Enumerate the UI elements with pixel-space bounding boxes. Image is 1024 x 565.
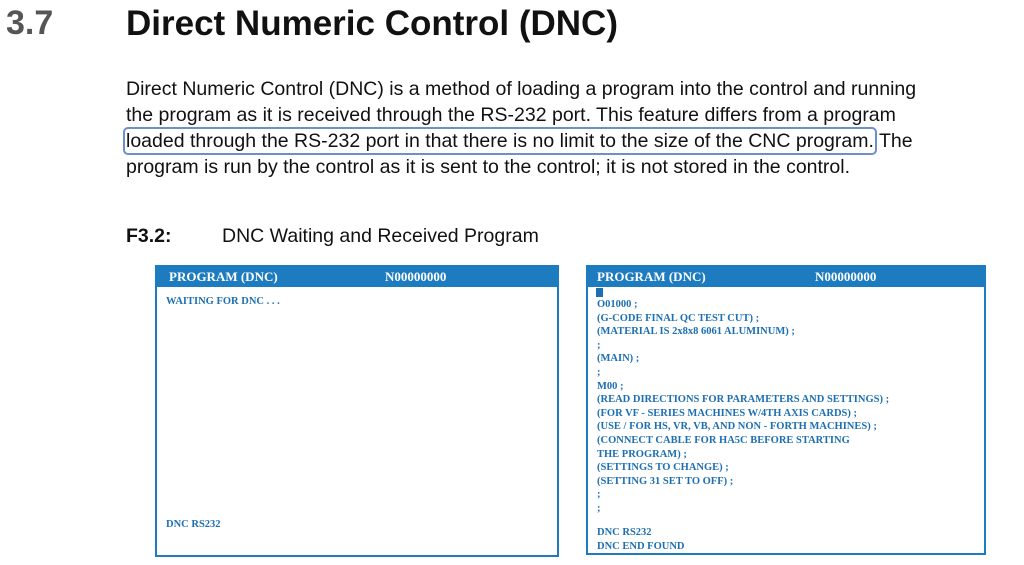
program-line: (MAIN) ; <box>597 353 640 365</box>
program-line: O01000 ; <box>597 299 638 310</box>
section-number: 3.7 <box>6 4 54 42</box>
program-line: THE PROGRAM) ; <box>597 448 687 460</box>
waiting-status: WAITING FOR DNC . . . <box>166 296 280 307</box>
figure-caption-text: DNC Waiting and Received Program <box>222 225 539 247</box>
program-listing <box>597 298 889 516</box>
screen-header <box>588 267 984 287</box>
paragraph-line: program is run by the control as it is sent to the control; it is not stored in the control. <box>126 156 851 178</box>
figure-number: F3.2: <box>126 225 172 247</box>
paragraph-line <box>126 128 1024 154</box>
program-line: (FOR VF - SERIES MACHINES W/4TH AXIS CARDS) ; <box>597 407 858 419</box>
program-line: ; <box>597 489 601 501</box>
screen-footer: DNC RS232 <box>166 519 221 530</box>
screen-header-number: N00000000 <box>385 269 447 284</box>
body-paragraph <box>126 76 1024 180</box>
dnc-received-screen <box>586 265 986 555</box>
program-line: (USE / FOR HS, VR, VB, AND NON - FORTH MACHINES) ; <box>597 421 877 433</box>
paragraph-line: the program as it is received through the RS-232 port. This feature differs from a program <box>126 104 896 126</box>
section-title: Direct Numeric Control (DNC) <box>126 4 618 43</box>
program-line: (SETTING 31 SET TO OFF) ; <box>597 475 734 487</box>
screen-header-number: N00000000 <box>815 269 877 284</box>
paragraph-line-rest: The <box>873 130 913 152</box>
text-cursor <box>596 288 603 297</box>
figure-caption <box>126 225 539 248</box>
program-line: (READ DIRECTIONS FOR PARAMETERS AND SETTINGS) ; <box>597 394 890 406</box>
paragraph-line: Direct Numeric Control (DNC) is a method of loading a program into the control and running <box>126 78 917 100</box>
highlighted-sentence[interactable]: loaded through the RS-232 port in that there is no limit to the size of the CNC program. <box>126 130 874 152</box>
screen-footer <box>597 526 685 553</box>
program-line: (G-CODE FINAL QC TEST CUT) ; <box>597 312 760 324</box>
footer-line: DNC RS232 <box>597 527 652 538</box>
program-line: M00 ; <box>597 380 624 392</box>
screen-header-label: PROGRAM (DNC) <box>169 269 278 284</box>
program-line: ; <box>597 339 601 351</box>
screen-header <box>157 267 557 287</box>
program-line: (MATERIAL IS 2x8x8 6061 ALUMINUM) ; <box>597 326 795 338</box>
dnc-waiting-screen <box>155 265 559 557</box>
footer-line: DNC END FOUND <box>597 540 685 552</box>
program-line: (SETTINGS TO CHANGE) ; <box>597 462 729 474</box>
screen-header-label: PROGRAM (DNC) <box>597 269 706 284</box>
program-line: ; <box>597 502 601 514</box>
program-line: (CONNECT CABLE FOR HA5C BEFORE STARTING <box>597 434 850 446</box>
program-line: ; <box>597 366 601 378</box>
